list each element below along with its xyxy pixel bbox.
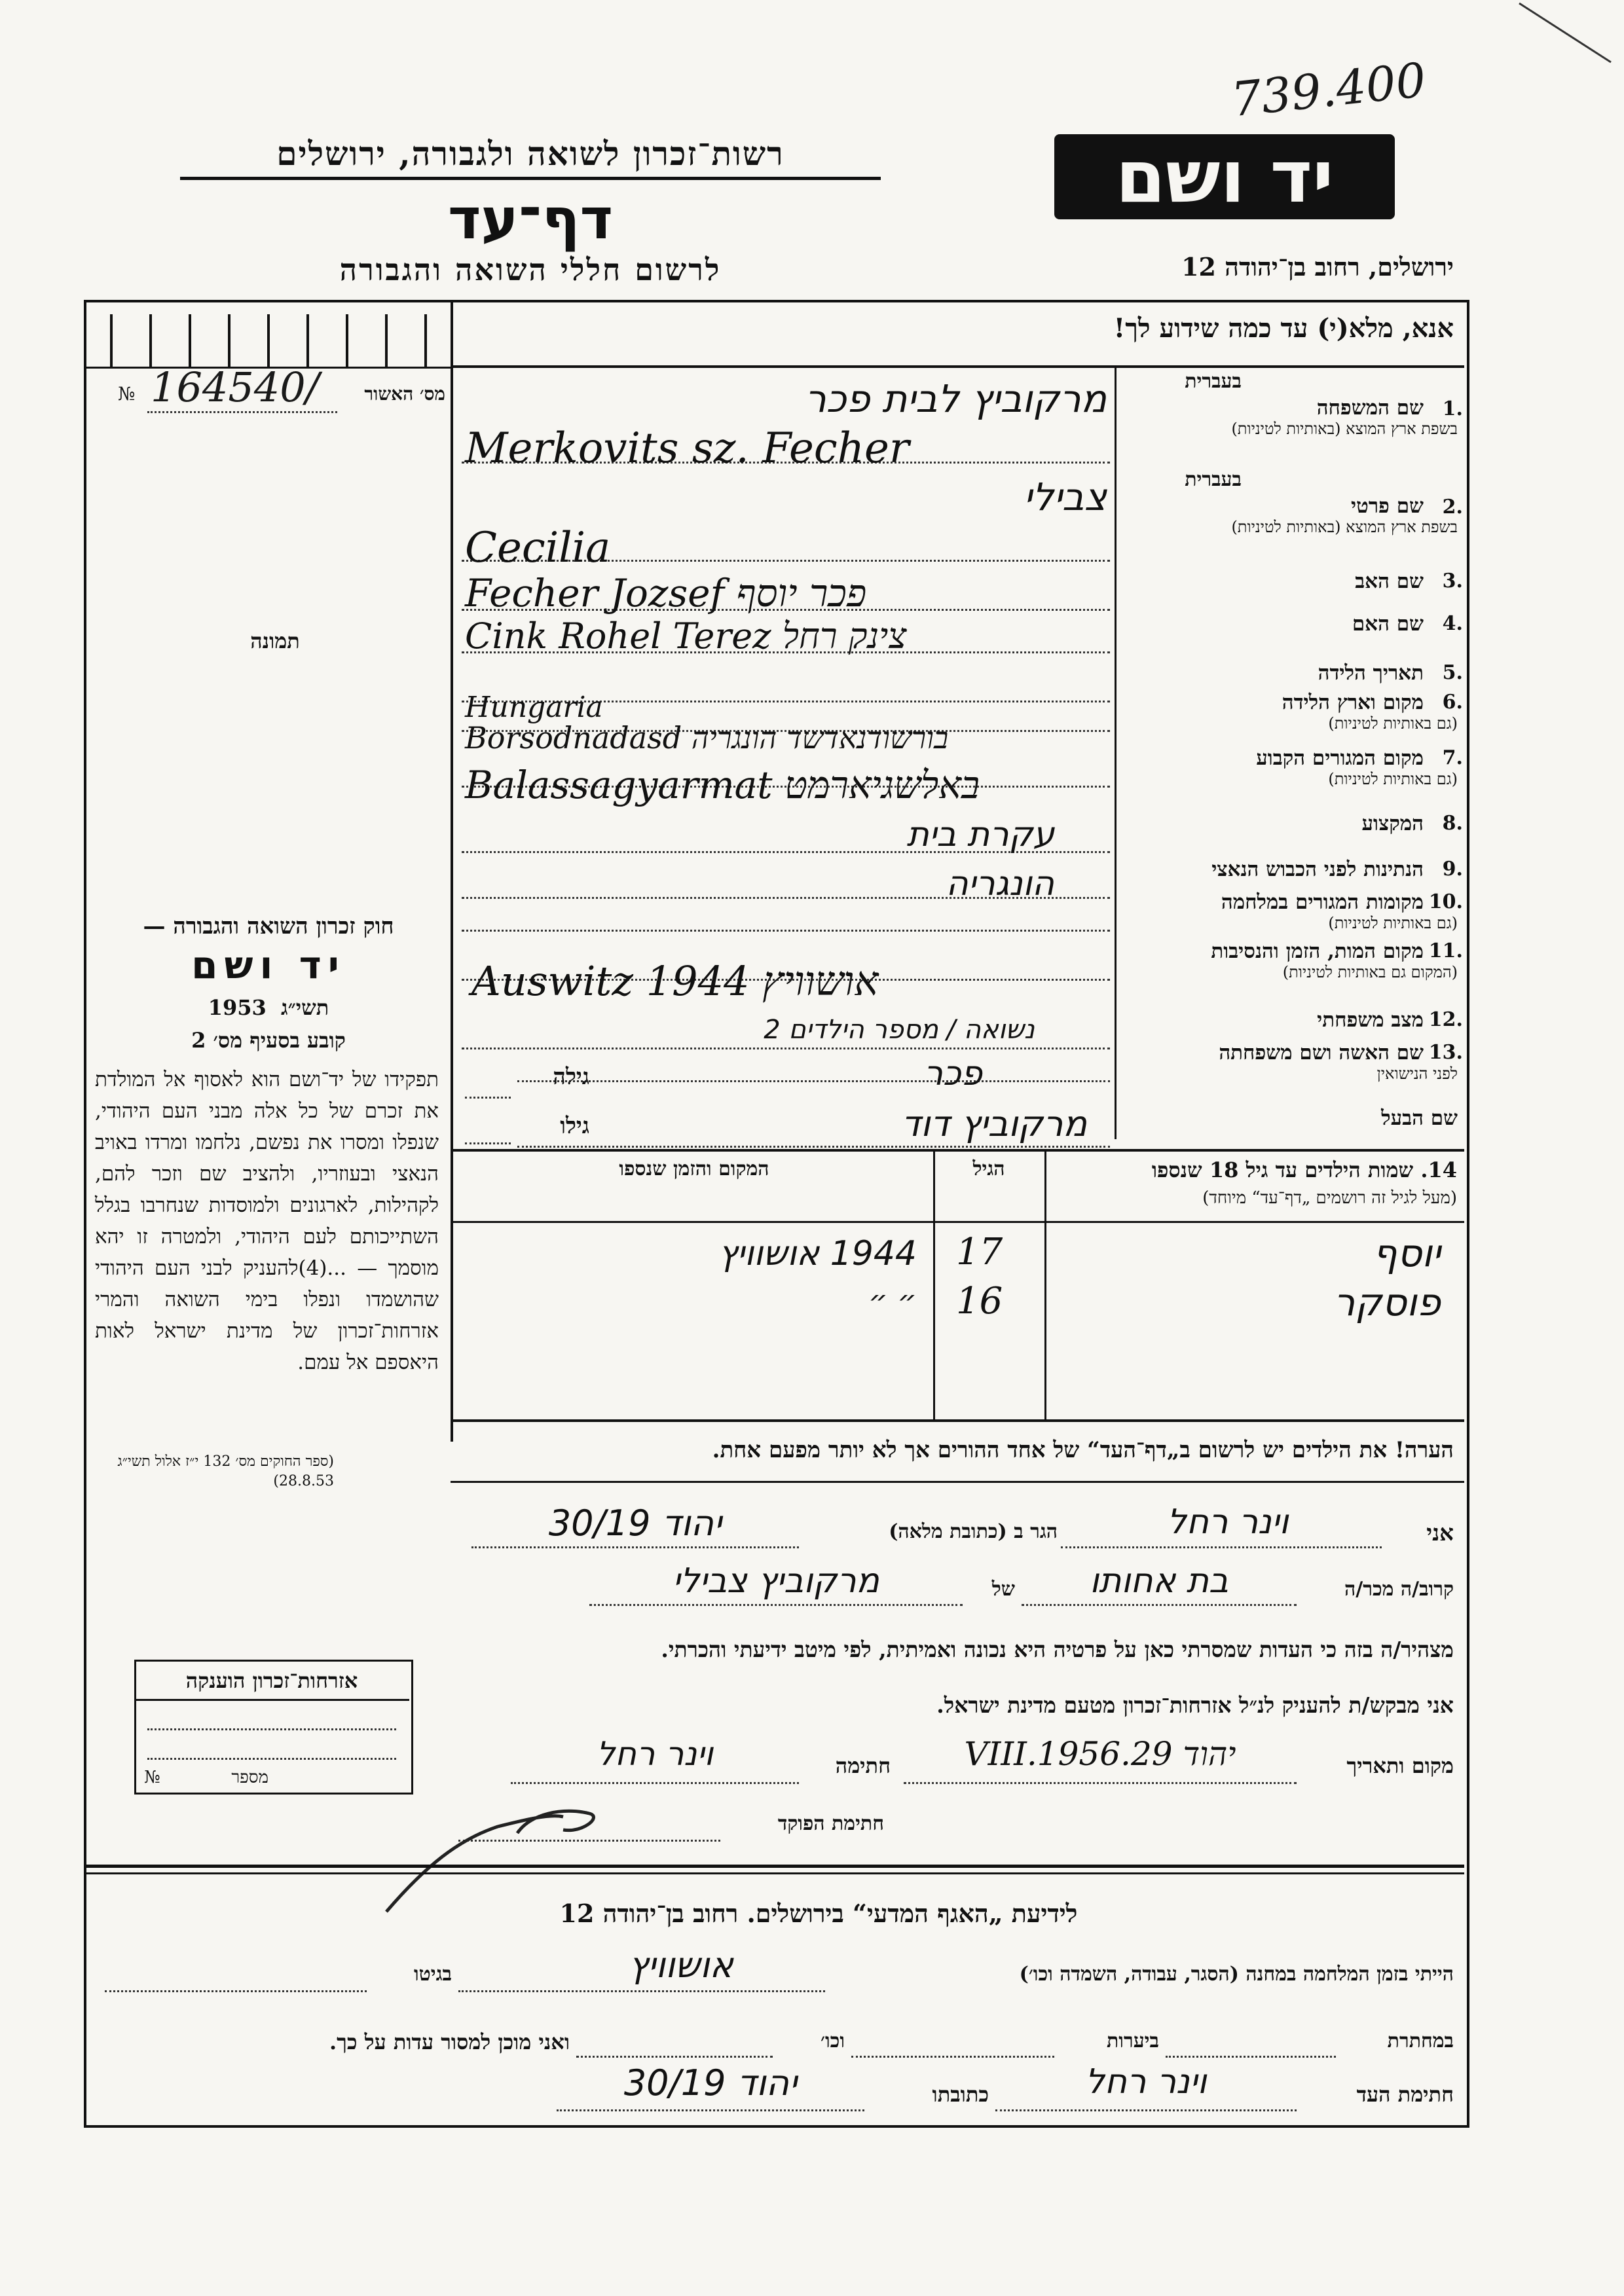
corner-stroke	[1513, 0, 1624, 72]
field-number-11: 11.	[1428, 939, 1463, 962]
law-reference: (ספר החוקים מס׳ 132 י״ז אלול תשי״ג 28.8.53)	[117, 1453, 334, 1489]
place-date-value[interactable]: יהוד 29.VIII.1956	[964, 1735, 1236, 1773]
declarant-name[interactable]: וינר רחל	[1167, 1503, 1289, 1542]
children-col-divider-2	[1044, 1151, 1046, 1419]
witness-address-label: כתובתו	[932, 2082, 989, 2107]
field-row-6	[1118, 691, 1463, 733]
field-number-10: 10.	[1428, 890, 1463, 913]
archive-title: לידיעת „האגף המדעי“ בירושלים. רחוב בן־יהודה 12	[559, 1899, 1078, 1928]
archive-etc-line	[576, 2056, 773, 2058]
family-name-hebrew[interactable]: מרקוביץ לבית פכר	[805, 376, 1107, 421]
approval-number[interactable]: 164540/	[151, 363, 320, 411]
children-top-rule	[451, 1149, 1464, 1152]
law-year: 1953 תשי״ג	[208, 995, 329, 1020]
field-row-3	[1118, 570, 1463, 593]
field-number-1: 1.	[1442, 397, 1463, 420]
witness-address[interactable]: יהוד 30/19	[623, 2062, 798, 2104]
field-number-9: 9.	[1442, 858, 1463, 881]
maiden-name[interactable]: פכר	[923, 1054, 982, 1093]
archive-ghetto-label: בגיטו	[413, 1963, 452, 1986]
decl-address-label: הגר ב (כתובת מלאה)	[889, 1520, 1058, 1543]
first-name-latin[interactable]: Cecilia	[465, 524, 611, 572]
archive-top-rule-2	[86, 1872, 1464, 1874]
reference-number: 739.400	[1228, 52, 1429, 128]
permanent-residence[interactable]: Balassagyarmat באלשגיארמט	[465, 763, 980, 807]
field-number-7: 7.	[1442, 746, 1463, 769]
field-row-9	[1118, 858, 1463, 881]
field-value-line-14	[517, 1146, 1110, 1148]
approval-label: מס׳ האשור	[364, 383, 445, 405]
citizenship-request: אני מבקש/ת להעניק לנ״ל אזרחות־זכרון מטעם מדינת ישראל.	[936, 1692, 1454, 1718]
relation-line	[1022, 1604, 1297, 1606]
sidebar-divider	[451, 302, 453, 1442]
field-label-14: שם הבעל	[1381, 1106, 1458, 1130]
witness-signature[interactable]: וינר רחל	[1085, 2062, 1207, 2102]
citizenship-number-label: מספר	[231, 1768, 268, 1787]
field-number-5: 5.	[1442, 661, 1463, 684]
children-col-age: הגיל	[972, 1157, 1005, 1180]
field-lang-2: בעברית	[1185, 468, 1242, 491]
field-row-1	[1118, 370, 1463, 439]
field-row-11	[1118, 939, 1463, 982]
law-title: חוק זכרון השואה והגבורה —	[143, 913, 394, 939]
birth-place[interactable]: Borsodnadasd בורשודנאדשד הונגריה	[465, 720, 949, 756]
archive-camp-value[interactable]: אושוויץ	[629, 1944, 733, 1986]
field-number-12: 12.	[1428, 1008, 1463, 1031]
field-label-13: שם האשה ושם משפחתה	[1219, 1041, 1424, 1065]
field-label-7: מקום המגורים הקבוע	[1256, 746, 1424, 770]
children-title: 14. שמות הילדים עד גיל 18 שנספו	[1151, 1157, 1457, 1182]
mother-name[interactable]: Cink Rohel Terez צינק רחל	[465, 615, 907, 657]
field-row-5	[1118, 661, 1463, 685]
nationality[interactable]: הונגריה	[946, 864, 1054, 903]
approval-line	[147, 411, 337, 413]
field-value-line-12	[462, 1048, 1110, 1049]
note-top-rule	[451, 1419, 1464, 1422]
declarant-name-line	[1061, 1546, 1382, 1548]
victim-name-line	[589, 1604, 963, 1606]
birth-country[interactable]: Hungaria	[465, 691, 603, 724]
archive-ready: ואני מוכן למסור עדות על כך.	[329, 2030, 570, 2054]
archive-camp-line	[458, 1990, 825, 1992]
law-body: תפקידו של יד־ושם הוא לאסוף אל המולדת את זכרם של כל אלה מבני העם היהודי, שנפלו ומסרו את נפשם, נלחמו ומרדו באויב הנאצי ובעוזריו, ולהציב שם וזכר להם, לקהילות, לארגונים ולמוסדות שנחרבו בגלל השתייכותם לעם היהודי, ולמטרה זו יהא מוסמך — ...(4)להעניק לבני העם היהודי שהושמדו ונפלו בימי השואה והמרי אזרחות־זכרון של מדינת ישראל לאות היאספם אל עמם.	[95, 1068, 439, 1374]
child-2-place[interactable]: ״ ״	[868, 1283, 917, 1319]
marital-status[interactable]: נשואה / מספר הילדים 2	[764, 1015, 1035, 1045]
children-subtitle: (מעל לגיל זה רושמים „דף־עד“ מיוחד)	[1202, 1188, 1457, 1208]
field-row-10	[1118, 890, 1463, 933]
declaration-statement: מצהיר/ה בזה כי העדות שמסרתי כאן על פרטיה היא נכונה ואמיתית, לפי מיטב ידיעתי והכרתי.	[661, 1637, 1454, 1662]
archive-camp-label: הייתי בזמן המלחמה במחנה (הסגר, עבודה, השמדה וכו׳)	[1019, 1963, 1454, 1986]
signature-label: חתימה	[835, 1753, 891, 1778]
field-number-6: 6.	[1442, 691, 1463, 714]
witness-signature-line	[995, 2109, 1297, 2111]
header-rule	[180, 177, 881, 180]
field-label-2: שם פרטי	[1350, 494, 1424, 518]
field-row-8	[1118, 812, 1463, 835]
citizenship-line-1	[147, 1728, 396, 1730]
child-1-place[interactable]: 1944 אושוויץ	[718, 1234, 917, 1273]
field-sublabel-11: (המקום גם באותיות לטיניות)	[1282, 963, 1458, 981]
approval-no-sign: №	[118, 383, 136, 405]
citizenship-title: אזרחות־זכרון הוענקה	[185, 1668, 358, 1693]
field-number-2: 2.	[1442, 496, 1463, 519]
place-date-line	[904, 1782, 1297, 1784]
place-date-label: מקום ותאריך	[1346, 1753, 1454, 1778]
field-number-3: 3.	[1442, 570, 1463, 592]
note: הערה! את הילדים יש לרשום ב„דף־העד“ של אחד ההורים אך לא יותר מפעם אחת.	[712, 1437, 1454, 1463]
signature-line	[511, 1782, 799, 1784]
father-name[interactable]: Fecher Jozsef פכר יוסף	[465, 571, 867, 615]
field-label-4: שם האם	[1352, 612, 1424, 636]
children-col-place: המקום והזמן שנספו	[619, 1157, 769, 1180]
form-subtitle: לרשום חללי השואה והגבורה	[339, 252, 722, 287]
law-section: קובע בסעיף מס׳ 2	[191, 1028, 346, 1053]
archive-forests-label: ביערות	[1106, 2030, 1159, 2052]
field-label-12: מצב משפחתי	[1317, 1008, 1424, 1032]
archive-underground-line	[1166, 2056, 1336, 2058]
label-column-divider	[1115, 367, 1116, 1139]
field-lang-1: בעברית	[1185, 370, 1242, 393]
note-bottom-rule	[451, 1481, 1464, 1483]
citizenship-title-rule	[136, 1699, 409, 1701]
field-label-1: שם המשפחה	[1316, 396, 1424, 420]
child-2-name[interactable]: פוסקר	[1333, 1280, 1441, 1324]
field-row-13	[1118, 1041, 1463, 1084]
field-label-6: מקום וארץ הלידה	[1282, 691, 1424, 714]
logo-text: יד ושם	[1115, 135, 1334, 219]
field-number-4: 4.	[1442, 612, 1463, 635]
field-row-4	[1118, 612, 1463, 636]
field-row-12	[1118, 1008, 1463, 1032]
signature-value[interactable]: וינר רחל	[596, 1735, 714, 1773]
profession[interactable]: עקרת בית	[906, 815, 1054, 854]
officer-label: חתימת הפוקד	[777, 1812, 884, 1835]
archive-forests-line	[851, 2056, 1054, 2058]
field-sublabel-6: (גם באותיות לטיניות)	[1328, 714, 1458, 733]
instruction: אנא, מלא(י) עד כמה שידוע לך!	[1113, 313, 1454, 344]
field-value-line-10	[462, 930, 1110, 932]
field-label-3: שם האב	[1355, 570, 1424, 593]
child-1-age[interactable]: 17	[956, 1231, 1003, 1273]
child-2-age[interactable]: 16	[956, 1280, 1003, 1322]
archive-underground-label: במחתרת	[1387, 2030, 1454, 2052]
field-row-14	[1118, 1106, 1458, 1130]
field-label-9: הנתינות לפני הכבוש הנאצי	[1211, 858, 1424, 881]
relation-of: של	[991, 1578, 1015, 1601]
declarant-address[interactable]: יהוד 30/19	[548, 1503, 722, 1544]
place-of-death[interactable]: Auswitz 1944 אושוויץ	[471, 957, 879, 1005]
archive-ghetto-line	[105, 1990, 367, 1992]
witness-address-line	[557, 2109, 864, 2111]
field-label-5: תאריך הלידה	[1318, 661, 1424, 685]
decl-prefix: אני	[1426, 1520, 1454, 1546]
witness-signature-label: חתימת העד	[1356, 2082, 1454, 2107]
wife-age-label: גילה	[553, 1064, 589, 1090]
husband-age-line	[465, 1142, 511, 1144]
field-number-13: 13.	[1428, 1041, 1463, 1064]
relation-value[interactable]: בת אחותו	[1089, 1561, 1228, 1601]
family-name-latin[interactable]: Merkovits sz. Fecher	[465, 424, 910, 473]
field-sublabel-7: (גם באותיות לטיניות)	[1328, 770, 1458, 788]
field-row-2	[1118, 468, 1463, 537]
field-sublabel-1: בשפת ארץ המוצא (באותיות לטיניות)	[1231, 420, 1458, 438]
field-label-10: מקומות המגורים במלחמה	[1221, 890, 1424, 914]
citizenship-number-sign: №	[144, 1768, 160, 1787]
children-col-divider-1	[933, 1151, 935, 1419]
first-name-hebrew[interactable]: צבילי	[1024, 475, 1107, 519]
field-sublabel-2: בשפת ארץ המוצא (באותיות לטיניות)	[1231, 518, 1458, 536]
declarant-address-line	[471, 1546, 799, 1548]
wife-age-line	[465, 1097, 511, 1099]
photo-label: תמונה	[250, 629, 300, 653]
law-name: יד ושם	[191, 943, 346, 987]
husband-age-label: גילו	[560, 1113, 589, 1139]
instruction-rule	[451, 365, 1464, 368]
authority-title: רשות־זכרון לשואה ולגבורה, ירושלים	[276, 134, 784, 173]
field-label-8: המקצוע	[1361, 812, 1424, 835]
husband-name[interactable]: מרקוביץ דוד	[901, 1103, 1087, 1144]
child-1-name[interactable]: יוסף	[1373, 1231, 1441, 1275]
children-header-rule	[451, 1221, 1464, 1223]
form-title: דף־עד	[447, 187, 614, 252]
field-sublabel-13: לפני הנישואין	[1376, 1065, 1458, 1083]
field-label-11: מקום המות, הזמן והנסיבות	[1211, 939, 1424, 963]
citizenship-line-2	[147, 1758, 396, 1760]
address: ירושלים, רחוב בן־יהודה 12	[1181, 252, 1454, 282]
archive-top-rule	[86, 1865, 1464, 1868]
relation-label: קרוב/ה מכר/ה	[1344, 1578, 1454, 1601]
field-number-8: 8.	[1442, 812, 1463, 835]
field-sublabel-10: (גם באותיות לטיניות)	[1328, 914, 1458, 932]
archive-etc-label: וכו׳	[821, 2030, 845, 2052]
field-row-7	[1118, 746, 1463, 789]
victim-name-declared[interactable]: מרקוביץ צבילי	[673, 1561, 879, 1601]
